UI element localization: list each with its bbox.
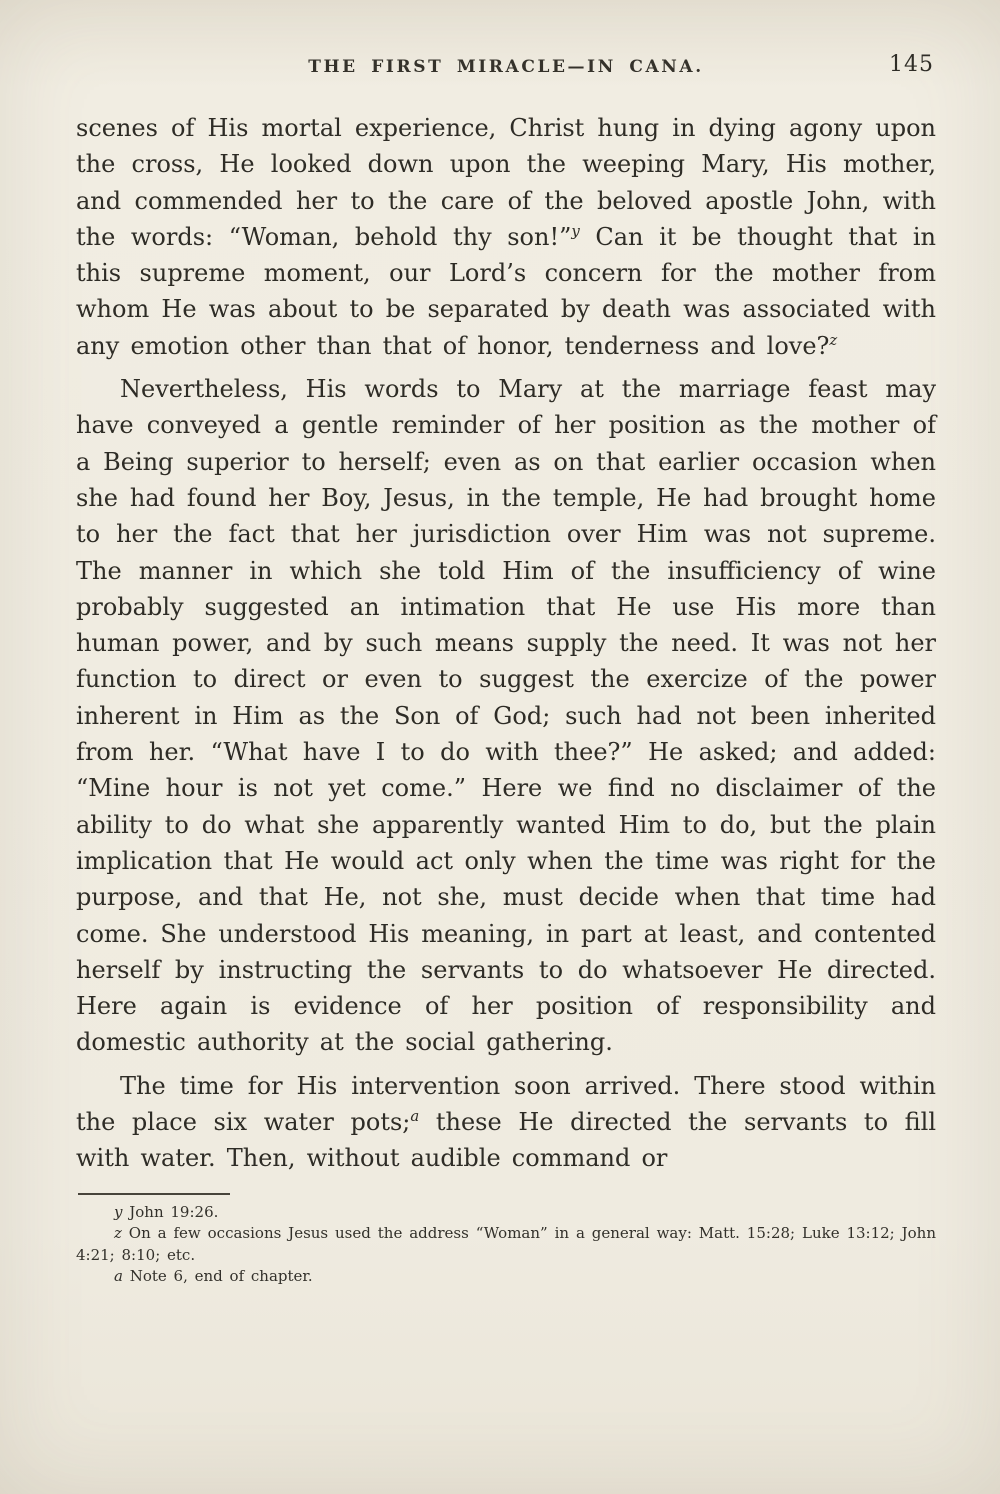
footnote-y: y John 19:26. xyxy=(114,1202,219,1221)
footnote-a: a Note 6, end of chapter. xyxy=(114,1267,313,1286)
page-number: 145 xyxy=(889,52,934,77)
paragraph-3: The time for His intervention soon arrived. There stood within the place six water pots;$^a$ these He directed the servants to fill with water. Then, without audible command or xyxy=(76,1071,937,1173)
running-title: THE FIRST MIRACLE—IN CANA. xyxy=(308,57,704,77)
page-header xyxy=(76,52,936,82)
paragraph-2: Nevertheless, His words to Mary at the marriage feast may have conveyed a gentle reminder of her position as the mother of a Being superior to herself; even as on that earlier occasion when she had found her Boy, Jesus, in the temple, He had brought home to her the fact that her jurisdiction over Him was not supreme. The manner in which she told Him of the insufficiency of wine probably suggested an intimation that He use His more than human power, and by such means supply the need. It was not her function to direct or even to suggest the exercize of the power inherent in Him as the Son of God; such had not been inherited from her. “What have I to do with thee?” He asked; and added: “Mine hour is not yet come.” Here we find no disclaimer of the ability to do what she apparently wanted Him to do, but the plain implication that He would act only when the time was right for the purpose, and that He, not she, must decide when that time had come. She understood His meaning, in part at least, and contented herself by instructing the servants to do whatsoever He directed. Here again is evidence of her position of responsibility and domestic authority at the social gathering. xyxy=(76,375,936,1057)
body-text xyxy=(76,110,936,1177)
footnotes xyxy=(76,1193,936,1288)
footnote-divider xyxy=(78,1193,230,1195)
footnote-z: z On a few occasions Jesus used the address “Woman” in a general way: Matt. 15:28; Luke 13:12; John 4:21; 8:10; etc. xyxy=(76,1224,936,1264)
paragraph-1: scenes of His mortal experience, Christ hung in dying agony upon the cross, He looked down upon the weeping Mary, His mother, and commended her to the care of the beloved apostle John, with the words: “Woman, behold thy son!”$^y$ Can it be thought that in this supreme moment, our Lord’s concern for the mother from whom He was about to be separated by death was associated with any emotion other than that of honor, tenderness and love?$^z$ xyxy=(76,114,936,360)
